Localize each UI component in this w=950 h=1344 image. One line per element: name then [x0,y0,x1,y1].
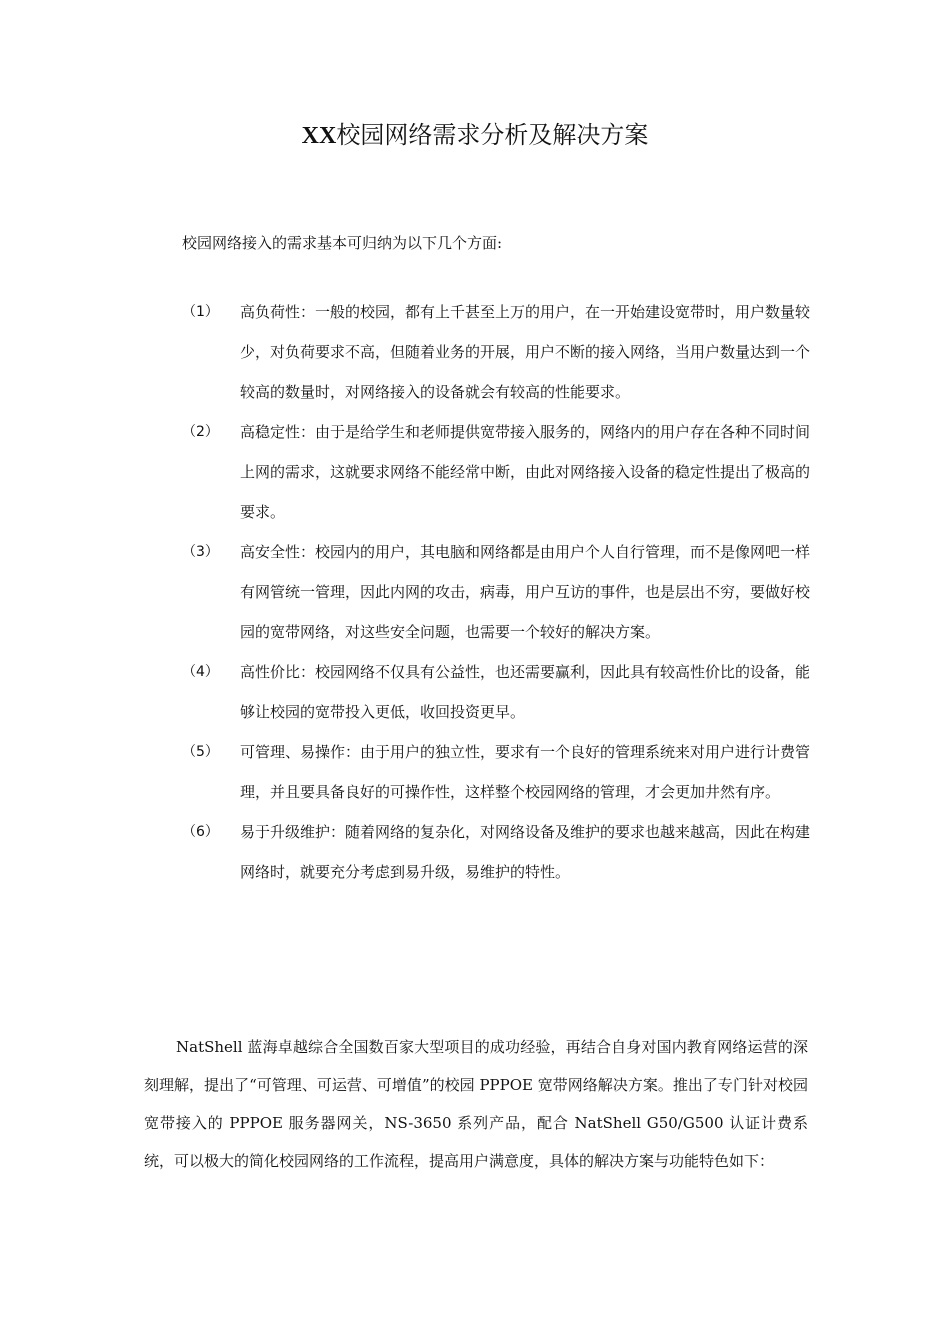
requirement-number: （2） [182,424,219,440]
title-text: 校园网络需求分析及解决方案 [336,121,649,149]
requirement-text: 高安全性：校园内的用户，其电脑和网络都是由用户个人自行管理，而不是像网吧一样有网管统一管理，因此内网的攻击，病毒，用户互访的事件，也是层出不穷，要做好校园的宽带网络，对这些安全问题，也需要一个较好的解决方案。 [240,543,811,641]
requirement-number: （6） [182,824,219,840]
requirement-item [182,412,810,532]
requirement-item [182,732,810,812]
requirement-text: 可管理、易操作：由于用户的独立性，要求有一个良好的管理系统来对用户进行计费管理，并且要具备良好的可操作性，这样整个校园网络的管理，才会更加井然有序。 [240,743,811,801]
requirement-item [182,652,810,732]
requirement-number: （4） [182,664,219,680]
requirement-item [182,812,810,892]
requirement-item [182,292,810,412]
title-prefix: XX [301,123,337,149]
requirement-text: 高负荷性：一般的校园，都有上千甚至上万的用户，在一开始建设宽带时，用户数量较少，对负荷要求不高，但随着业务的开展，用户不断的接入网络，当用户数量达到一个较高的数量时，对网络接入的设备就会有较高的性能要求。 [240,303,811,401]
requirement-item [182,532,810,652]
solution-paragraph: NatShell 蓝海卓越综合全国数百家大型项目的成功经验，再结合自身对国内教育网络运营的深刻理解，提出了“可管理、可运营、可增值”的校园 PPPOE 宽带网络解决方案。推出了专门针对校园宽带接入的 PPPOE 服务器网关，NS-3650 系列产品，配合 NatShell G50/G500 认证计费系统，可以极大的简化校园网络的工作流程，提高用户满意度，具体的解决方案与功能特色如下： [144,1038,808,1170]
requirement-number: （3） [182,544,219,560]
requirement-number: （1） [182,304,219,320]
requirement-text: 易于升级维护：随着网络的复杂化，对网络设备及维护的要求也越来越高，因此在构建网络时，就要充分考虑到易升级，易维护的特性。 [240,823,811,881]
requirement-text: 高性价比：校园网络不仅具有公益性，也还需要赢利，因此具有较高性价比的设备，能够让校园的宽带投入更低，收回投资更早。 [240,663,811,721]
requirement-text: 高稳定性：由于是给学生和老师提供宽带接入服务的，网络内的用户存在各种不同时间上网的需求，这就要求网络不能经常中断，由此对网络接入设备的稳定性提出了极高的要求。 [240,423,811,521]
requirements-list [182,292,810,892]
requirement-number: （5） [182,744,219,760]
intro-paragraph: 校园网络接入的需求基本可归纳为以下几个方面: [182,234,503,252]
document-title [0,118,950,153]
